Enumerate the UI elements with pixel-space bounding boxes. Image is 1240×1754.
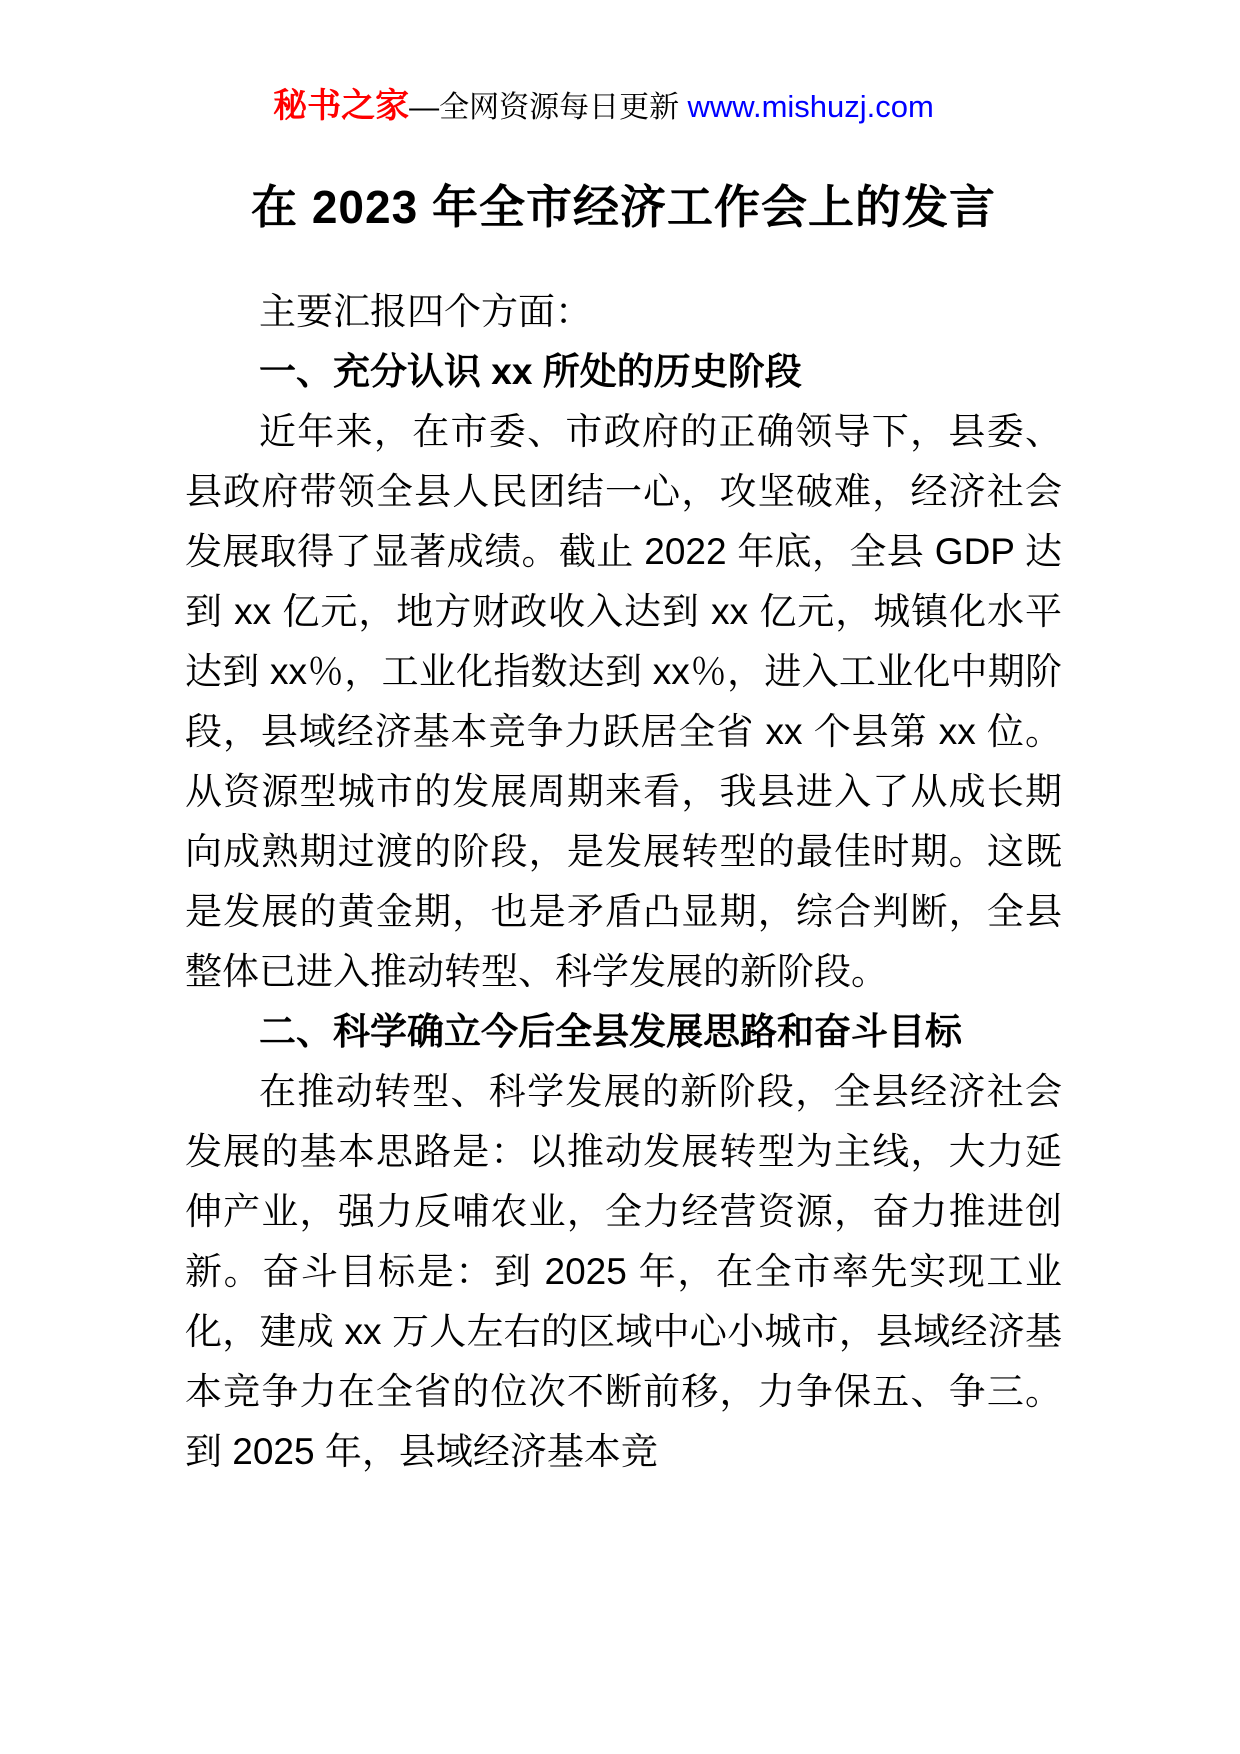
document-body [185, 282, 1062, 1482]
paragraph-section-2: 在推动转型、科学发展的新阶段，全县经济社会发展的基本思路是：以推动发展转型为主线，大力延伸产业，强力反哺农业，全力经营资源，奋力推进创新。奋斗目标是：到 2025 年，在全市率先实现工业化，建成 xx 万人左右的区域中心小城市，县域经济基本竞争力在全省的位次不断前移，力争保五、争三。到 2025 年，县域经济基本竞 [185, 1071, 1062, 1472]
section-heading-2: 二、科学确立今后全县发展思路和奋斗目标 [259, 1011, 962, 1052]
site-url-link[interactable]: www.mishuzj.com [687, 89, 934, 124]
paragraph-intro: 主要汇报四个方面： [259, 291, 592, 332]
section-heading-1: 一、充分认识 xx 所处的历史阶段 [259, 351, 802, 392]
site-name: 秘书之家 [273, 87, 410, 125]
page-header [145, 85, 1062, 127]
document-title: 在 2023 年全市经济工作会上的发言 [251, 181, 996, 233]
header-tagline: —全网资源每日更新 [409, 91, 688, 124]
paragraph-section-1: 近年来，在市委、市政府的正确领导下，县委、县政府带领全县人民团结一心，攻坚破难，经济社会发展取得了显著成绩。截止 2022 年底，全县 GDP 达到 xx 亿元，地方财政收入达到 xx 亿元，城镇化水平达到 xx％，工业化指数达到 xx％，进入工业化中期阶段，县域经济基本竞争力跃居全省 xx 个县第 xx 位。从资源型城市的发展周期来看，我县进入了从成长期向成熟期过渡的阶段，是发展转型的最佳时期。这既是发展的黄金期，也是矛盾凸显期，综合判断，全县整体已进入推动转型、科学发展的新阶段。 [185, 411, 1062, 992]
